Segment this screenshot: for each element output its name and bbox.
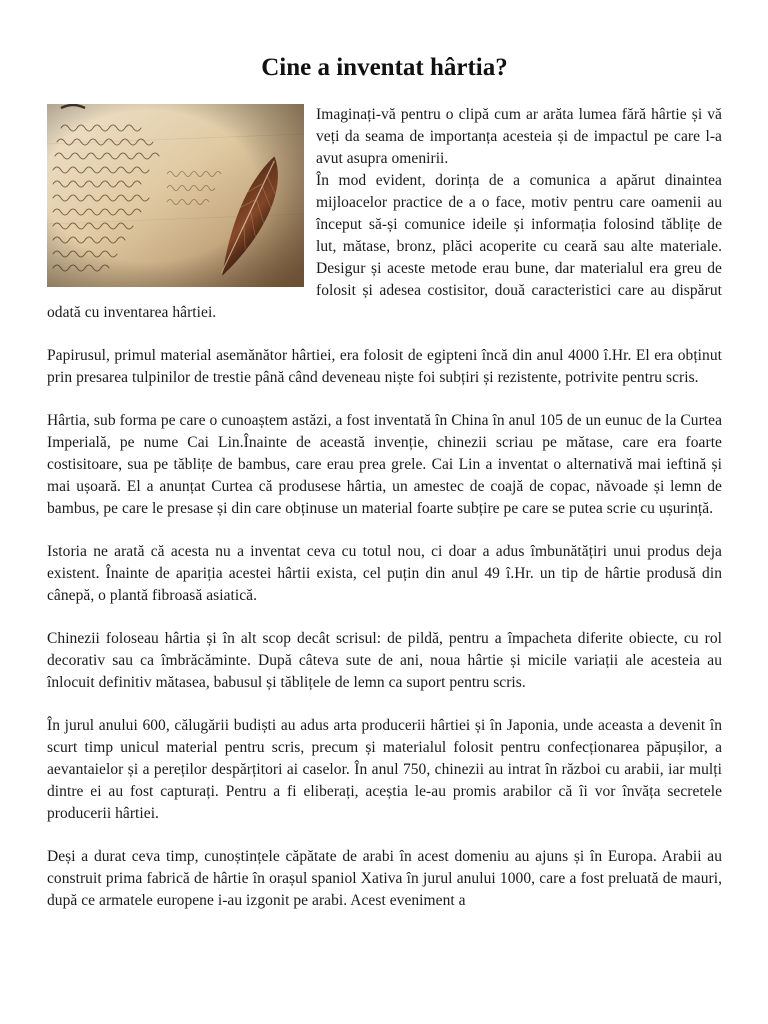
intro-paragraph-2: În mod evident, dorința de a comunica a apărut dinaintea mijloacelor practice de a o face, motiv pentru care oamenii au început să-și comunice ideile și informația folosind tăblițe de lut, mătase, bronz, plăci acoperite cu ceară sau alte materiale. Desigur și aceste metode erau bune, dar materialul era greu de folosit și adesea costisitor, două caracteristici care au dispărut odată cu inventarea hârtiei. [47, 172, 722, 321]
paragraph-europe: Deși a durat ceva timp, cunoștințele căpătate de arabi în acest domeniu au ajuns și în Europa. Arabii au construit prima fabrică de hârtie în orașul spaniol Xativa în jurul anului 1000, care a fost preluată de mauri, după ce armatele europene i-au izgonit pe arabi. Acest eveniment a [47, 848, 722, 909]
document-page [47, 50, 722, 933]
paragraph-history: Istoria ne arată că acesta nu a inventat ceva cu totul nou, ci doar a adus îmbunătățiri unui produs deja existent. Înainte de apariția acestei hârtii exista, cel puțin din anul 49 î.Hr. un tip de hârtie produsă din cânepă, o plantă fibroasă asiatică. [47, 543, 722, 604]
page-title: Cine a inventat hârtia? [261, 54, 508, 81]
paragraph-china-invention: Hârtia, sub forma pe care o cunoaștem astăzi, a fost inventată în China în anul 105 de un eunuc de la Curtea Imperială, pe nume Cai Lin.Înainte de această invenție, chinezii scriau pe mătase, care era foarte costisitoare, sua pe tăblițe de bambus, care erau prea grele. Cai Lin a inventat o alternativă mai ieftină și mai ușoară. El a anunțat Curtea că produsese hârtia, un amestec de coajă de copac, năvoade și lemn de bambus, pe care le presase și din care obținuse un material foarte subțire pe care se putea scrie cu ușurință. [47, 412, 722, 517]
paragraph-chinese-uses: Chinezii foloseau hârtia și în alt scop decât scrisul: de pildă, pentru a împacheta diferite obiecte, cu rol decorativ sau ca îmbrăcăminte. După câteva sute de ani, noua hârtie și micile variații ale acesteia au înlocuit definitiv mătasea, babusul și tăblițele de lemn ca suport pentru scris. [47, 630, 722, 691]
paragraph-papyrus: Papirusul, primul material asemănător hârtiei, era folosit de egipteni încă din anul 4000 î.Hr. El era obținut prin presarea tulpinilor de trestie până când deveneau niște foi subțiri și rezistente, potrivite pentru scris. [47, 347, 722, 386]
manuscript-with-quill-icon [47, 104, 304, 287]
manuscript-quill-image [47, 104, 304, 287]
paragraph-japan-arabs: În jurul anului 600, călugării budiști au adus arta producerii hârtiei și în Japonia, unde aceasta a devenit în scurt timp unicul material pentru scris, precum și materialul folosit pentru confecționarea păpușilor, a aevantaielor și a pereților despărțitori ai caselor. În anul 750, chinezii au intrat în război cu arabii, iar mulți dintre ei au fost capturați. Pentru a fi eliberați, aceștia le-au promis arabilor că îi vor învăța secretele producerii hârtiei. [47, 717, 722, 822]
intro-paragraph-1: Imaginați-vă pentru o clipă cum ar arăta lumea fără hârtie și vă veți da seama de importanța acesteia și de impactul pe care l-a avut asupra omenirii. [316, 106, 722, 167]
